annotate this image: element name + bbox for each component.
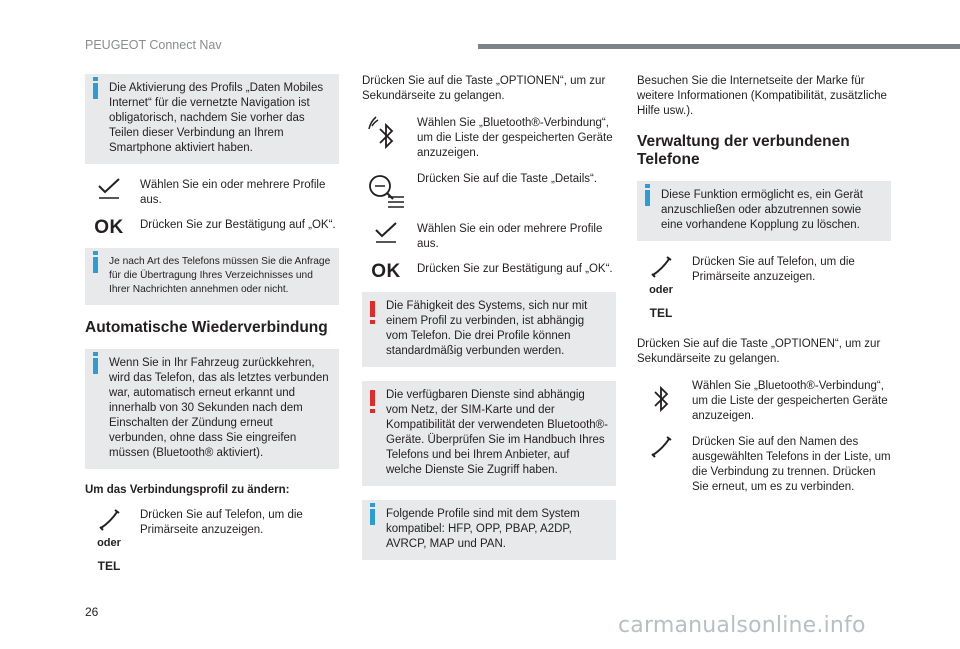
phone-icon — [97, 508, 121, 532]
info-icon — [93, 358, 98, 374]
column-3 — [637, 74, 891, 505]
ok-icon: OK — [371, 261, 401, 282]
info-box-phone-request — [85, 248, 339, 305]
info-text: Je nach Art des Telefons müssen Sie die Anfrage für die Übertragung Ihres Verzeichnisses und Ihrer Nachrichten annehmen oder nicht. — [109, 256, 331, 295]
warning-text: Die Fähigkeit des Systems, sich nur mit einem Profil zu verbinden, ist abhängig vom Telefon. Die drei Profile können standardmäßig verbunden werden. — [386, 300, 588, 357]
info-text: Wenn Sie in Ihr Fahrzeug zurückkehren, wird das Telefon, das als letztes verbunden war, automatisch erneut erkannt und innerhalb von 30 Sekunden nach dem Einschalten der Zündung erneut verbunden, ohne dass Sie eingreifen müssen (Bluetooth® aktiviert). — [109, 357, 329, 459]
step-press-telefon — [637, 255, 891, 327]
info-text: Diese Funktion ermöglicht es, ein Gerät anzuschließen oder abzutrennen sowie eine vorhandene Kopplung zu löschen. — [661, 189, 863, 231]
phone-icon-group — [637, 255, 685, 321]
step-bluetooth-connection — [362, 116, 616, 162]
step-text: Wählen Sie „Bluetooth®-Verbindung“, um die Liste der gespeicherten Geräte anzuzeigen. — [417, 117, 613, 159]
header-title: PEUGEOT Connect Nav — [85, 38, 222, 52]
warning-text: Die verfügbaren Dienste sind abhängig vom Netz, der SIM-Karte und der Kompatibilität der verwendeten Bluetooth®-Geräte. Überprüfen Sie im Handbuch Ihres Telefons und bei Ihrem Anbieter, auf welche Dienste Sie Zugriff haben. — [386, 389, 608, 476]
step-confirm-ok — [85, 218, 339, 238]
warning-icon — [370, 390, 375, 406]
change-profile-label: Um das Verbindungsprofil zu ändern: — [85, 484, 290, 496]
step-select-profiles — [362, 222, 616, 252]
step-confirm-ok — [362, 262, 616, 282]
tel-label: TEL — [97, 559, 121, 573]
section-heading-reconnect: Automatische Wiederverbindung — [85, 319, 328, 336]
phone-icon — [649, 255, 673, 279]
ok-icon: OK — [94, 217, 124, 238]
bluetooth-icon — [362, 116, 410, 156]
step-text: Drücken Sie auf den Namen des ausgewählten Telefons in der Liste, um die Verbindung zu trennen. Drücken Sie erneut, um es zu verbinden. — [692, 436, 891, 493]
step-press-telefon — [85, 508, 339, 578]
column-2 — [362, 74, 616, 574]
info-icon — [645, 190, 650, 206]
warning-icon — [370, 301, 375, 317]
info-box-mobile-internet — [85, 74, 339, 164]
step-text: Drücken Sie auf die Taste „Details“. — [417, 173, 598, 185]
warning-box-services — [362, 381, 616, 486]
page-number: 26 — [85, 605, 99, 619]
step-text: Drücken Sie zur Bestätigung auf „OK“. — [417, 263, 613, 275]
section-heading-manage: Verwaltung der verbundenen Telefone — [637, 133, 850, 168]
phone-icon — [637, 435, 685, 459]
info-icon — [93, 257, 98, 273]
options-intro: Drücken Sie auf die Taste „OPTIONEN“, um zur Sekundärseite zu gelangen. — [362, 75, 606, 102]
header-bar — [478, 44, 960, 49]
column-1 — [85, 74, 339, 588]
step-text: Wählen Sie „Bluetooth®-Verbindung“, um die Liste der gespeicherten Geräte anzuzeigen. — [692, 380, 888, 422]
bluetooth-icon — [637, 379, 685, 419]
checkmark-list-icon — [362, 222, 410, 244]
step-bluetooth-connection — [637, 379, 891, 425]
oder-label: oder — [649, 284, 673, 296]
info-text: Die Aktivierung des Profils „Daten Mobiles Internet“ für die vernetzte Navigation ist obligatorisch, nachdem Sie vorher das Teilen dieser Verbindung an Ihrem Smartphone aktiviert haben. — [109, 82, 324, 154]
oder-label: oder — [97, 537, 121, 549]
watermark: carmanualsonline.info — [618, 613, 866, 638]
step-details — [362, 172, 616, 212]
step-text: Drücken Sie auf Telefon, um die Primärseite anzuzeigen. — [140, 509, 303, 536]
info-text: Folgende Profile sind mit dem System kompatibel: HFP, OPP, PBAP, A2DP, AVRCP, MAP und PAN. — [386, 508, 580, 550]
step-text: Drücken Sie auf Telefon, um die Primärseite anzuzeigen. — [692, 256, 855, 283]
checkmark-list-icon — [85, 178, 133, 200]
step-press-phone-name — [637, 435, 891, 495]
warning-box-profiles — [362, 292, 616, 367]
website-intro: Besuchen Sie die Internetseite der Marke für weitere Informationen (Kompatibilität, zusätzliche Hilfe usw.). — [637, 75, 887, 117]
info-icon — [93, 83, 98, 99]
info-box-compatible-profiles — [362, 500, 616, 560]
info-box-manage — [637, 181, 891, 241]
step-text: Drücken Sie zur Bestätigung auf „OK“. — [140, 219, 336, 231]
step-text: Wählen Sie ein oder mehrere Profile aus. — [417, 223, 603, 250]
options-intro: Drücken Sie auf die Taste „OPTIONEN“, um zur Sekundärseite zu gelangen. — [637, 338, 881, 365]
step-text: Wählen Sie ein oder mehrere Profile aus. — [140, 179, 326, 206]
tel-label: TEL — [649, 306, 673, 320]
info-box-auto-reconnect — [85, 349, 339, 469]
phone-icon-group — [85, 508, 133, 574]
info-icon — [370, 509, 375, 525]
step-select-profiles — [85, 178, 339, 208]
details-search-icon — [362, 172, 410, 212]
